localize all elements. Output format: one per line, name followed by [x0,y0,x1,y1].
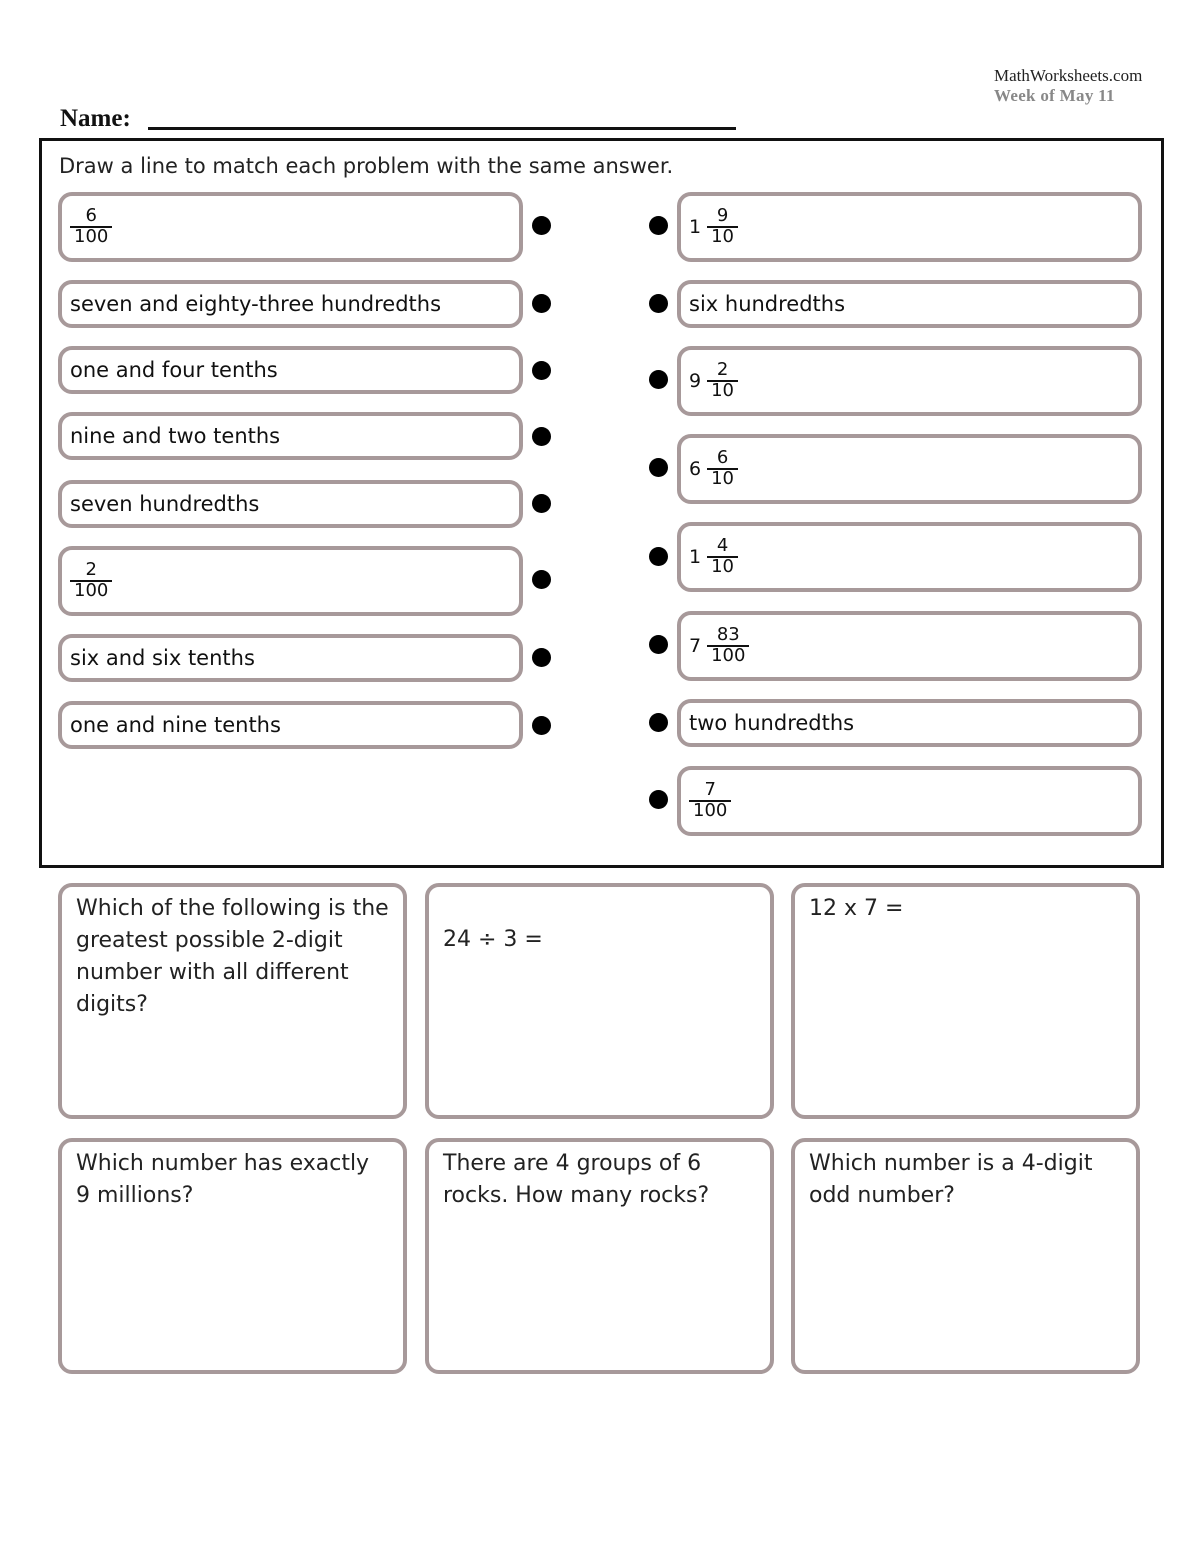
whole-number: 9 [689,370,702,392]
right-match-dot[interactable] [649,458,668,477]
name-label: Name: [60,105,131,132]
fraction [707,361,738,401]
right-match-dot[interactable] [649,294,668,313]
left-match-dot[interactable] [532,427,551,446]
question-text: Which number has exactly 9 millions? [76,1151,370,1208]
item-text: nine and two tenths [70,424,281,448]
left-item [58,634,523,682]
item-text: one and four tenths [70,358,278,382]
numerator: 4 [716,535,729,557]
numerator: 6 [716,447,729,469]
left-match-dot[interactable] [532,494,551,513]
left-item [58,280,523,328]
left-match-dot[interactable] [532,716,551,735]
question-text: There are 4 groups of 6 rocks. How many rocks? [443,1151,710,1208]
left-match-dot[interactable] [532,294,551,313]
denominator: 100 [689,800,731,821]
right-match-dot[interactable] [649,635,668,654]
left-item [58,192,523,262]
right-item [677,192,1142,262]
name-line [148,127,736,130]
right-item [677,766,1142,836]
item-text: one and nine tenths [70,713,281,737]
right-match-dot[interactable] [649,713,668,732]
left-item [58,412,523,460]
whole-number: 1 [689,546,702,568]
left-match-dot[interactable] [532,570,551,589]
question-text: 24 ÷ 3 = [443,927,543,952]
whole-number: 7 [689,635,702,657]
item-text: two hundredths [689,711,855,735]
denominator: 100 [70,580,112,601]
fraction [707,537,738,577]
question-box-6[interactable] [791,1138,1140,1374]
item-text: six hundredths [689,292,846,316]
fraction [707,626,749,666]
right-item [677,699,1142,747]
numerator: 9 [716,205,729,227]
question-box-1[interactable] [58,883,407,1119]
right-match-dot[interactable] [649,547,668,566]
fraction [707,449,738,489]
week-label: Week of May 11 [994,86,1115,105]
fraction [70,207,112,247]
instructions: Draw a line to match each problem with the same answer. [59,154,674,178]
left-item [58,346,523,394]
left-item [58,546,523,616]
left-match-dot[interactable] [532,216,551,235]
question-box-4[interactable] [58,1138,407,1374]
numerator: 2 [716,359,729,381]
right-match-dot[interactable] [649,790,668,809]
denominator: 100 [707,645,749,666]
right-item [677,611,1142,681]
numerator: 83 [716,624,740,646]
numerator: 6 [85,205,97,227]
denominator: 10 [707,468,738,489]
numerator: 7 [704,779,716,801]
denominator: 10 [707,380,738,401]
left-match-dot[interactable] [532,648,551,667]
fraction [689,781,731,821]
right-item [677,280,1142,328]
question-box-3[interactable] [791,883,1140,1119]
question-box-5[interactable] [425,1138,774,1374]
site-name: MathWorksheets.com [994,66,1143,85]
whole-number: 6 [689,458,702,480]
right-match-dot[interactable] [649,370,668,389]
fraction [707,207,738,247]
denominator: 100 [70,226,112,247]
right-item [677,434,1142,504]
question-text: Which number is a 4-digit odd number? [809,1151,1093,1208]
item-text: six and six tenths [70,646,255,670]
right-match-dot[interactable] [649,216,668,235]
question-text: 12 x 7 = [809,896,904,921]
left-item [58,480,523,528]
item-text: seven and eighty-three hundredths [70,292,442,316]
fraction [70,561,112,601]
item-text: seven hundredths [70,492,260,516]
right-item [677,346,1142,416]
denominator: 10 [707,226,738,247]
denominator: 10 [707,556,738,577]
whole-number: 1 [689,216,702,238]
left-item [58,701,523,749]
question-box-2[interactable] [425,883,774,1119]
right-item [677,522,1142,592]
left-match-dot[interactable] [532,361,551,380]
numerator: 2 [85,559,97,581]
question-text: Which of the following is the greatest possible 2-digit number with all different digits? [76,896,389,1017]
